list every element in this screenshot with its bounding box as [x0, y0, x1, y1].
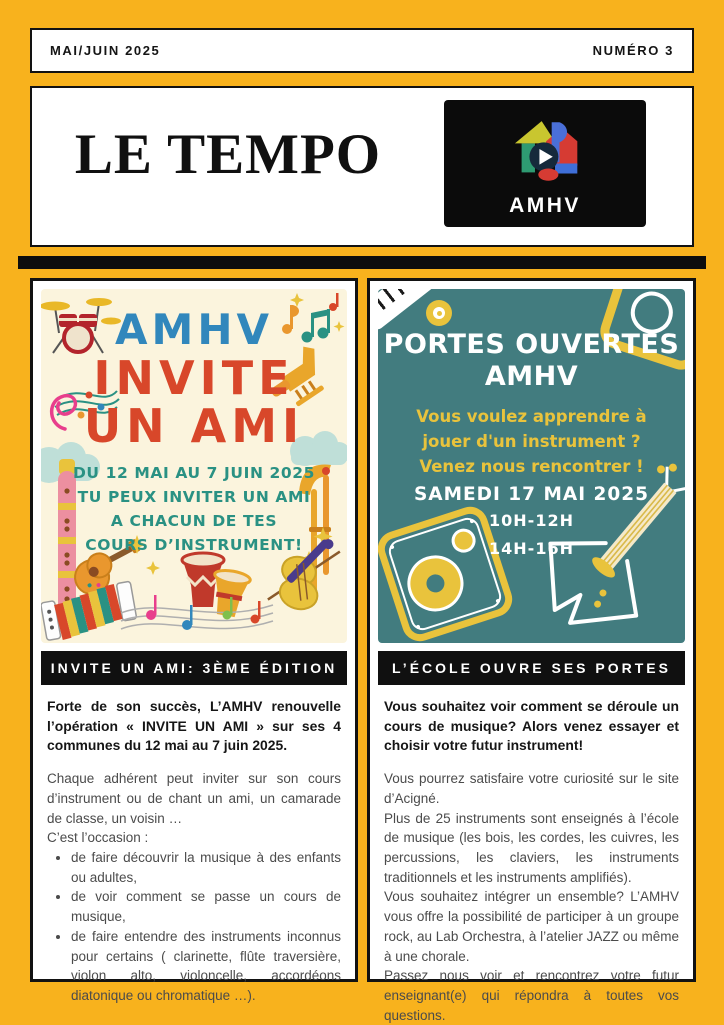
- poster-title: [378, 329, 685, 393]
- poster-date: SAMEDI 17 MAI 2025: [413, 484, 650, 505]
- ecole-section-banner: L’ÉCOLE OUVRE SES PORTES: [378, 651, 685, 685]
- list-item: Vous pourrez satisfaire votre curiosité sur le site d’Acigné.: [384, 771, 679, 806]
- issue-number: NUMÉRO 3: [592, 43, 674, 58]
- list-item: COURS D’INSTRUMENT!: [85, 536, 303, 554]
- poster-title-line2: AMHV: [484, 360, 579, 392]
- portes-ouvertes-poster: [378, 289, 685, 643]
- poster-title-line2: UN AMI: [83, 399, 305, 453]
- invite-paragraph-1: Chaque adhérent peut inviter sur son cours d’instrument ou de chant un ami, un camarade de classe, un voisin …: [47, 771, 341, 826]
- list-item: Vous voulez apprendre à: [416, 407, 647, 426]
- amhv-logo: [444, 100, 646, 227]
- list-item: Plus de 25 instruments sont enseignés à l’école de musique (les bois, les cordes, les cuivres, les percussions, les claviers, les instruments traditionnels et les instruments amplifiés).: [384, 810, 679, 885]
- poster-brand: AMHV: [115, 305, 273, 354]
- newsletter-title: LE TEMPO: [74, 123, 382, 186]
- list-item: • de voir comment se passe un cours de musique,: [71, 887, 341, 926]
- poster-subtitle: [378, 404, 685, 479]
- invite-poster: [41, 289, 347, 643]
- list-item: Venez nous rencontrer !: [419, 457, 644, 476]
- invite-paragraph-2: C’est l’occasion :: [47, 830, 149, 846]
- amhv-house-icon: [506, 108, 584, 190]
- poster-title-line1: INVITE: [93, 351, 295, 405]
- portes-ouvertes-article-card: [367, 278, 696, 1023]
- issue-header-bar: [30, 28, 694, 73]
- list-item: TU PEUX INVITER UN AMI: [77, 488, 311, 506]
- invite-section-banner: INVITE UN AMI: 3ÈME ÉDITION: [41, 651, 347, 685]
- list-item: A CHACUN DE TES: [110, 512, 278, 530]
- list-item: • de faire entendre des instruments inconnus pour certains ( clarinette, flûte traversière, violon alto, violoncelle, accordéons diatonique ou chromatique …).: [71, 927, 341, 1006]
- list-item: Passez nous voir et rencontrez votre futur enseignant(e) qui répondra à toutes vos questions.: [384, 968, 679, 1023]
- list-item: jouer d'un instrument ?: [422, 432, 641, 451]
- poster-title-line1: PORTES OUVERTES: [383, 329, 680, 360]
- poster-subtitle: [41, 461, 347, 557]
- poster-time-morning: 10H-12H: [489, 511, 574, 530]
- issue-date: MAI/JUIN 2025: [50, 43, 161, 58]
- invite-body-text: [47, 769, 341, 1005]
- list-item: DU 12 MAI AU 7 JUIN 2025: [72, 464, 316, 482]
- list-item: Vous souhaitez intégrer un ensemble? L’AMHV vous offre la possibilité de participer à un groupe rock, au Lab Orchestra, à l’atelier JAZZ ou même à une chorale.: [384, 889, 679, 964]
- vinyl-record-icon: [426, 300, 452, 326]
- poster-time-afternoon: 14H-16H: [489, 539, 574, 558]
- invite-bullet-list: [47, 848, 341, 1006]
- masthead: [30, 86, 694, 247]
- ecole-lead-paragraph: Vous souhaitez voir comment se déroule un cours de musique? Alors venez essayer et choisir votre futur instrument!: [384, 698, 679, 754]
- ecole-body-text: [384, 769, 679, 1025]
- invite-lead-paragraph: Forte de son succès, L’AMHV renouvelle l’opération « INVITE UN AMI » sur ses 4 communes du 12 mai au 7 juin 2025.: [47, 698, 341, 754]
- list-item: • de faire découvrir la musique à des enfants ou adultes,: [71, 848, 341, 887]
- invite-article-card: [30, 278, 358, 1003]
- amhv-logo-label: AMHV: [509, 194, 581, 217]
- divider-bar: [18, 256, 706, 269]
